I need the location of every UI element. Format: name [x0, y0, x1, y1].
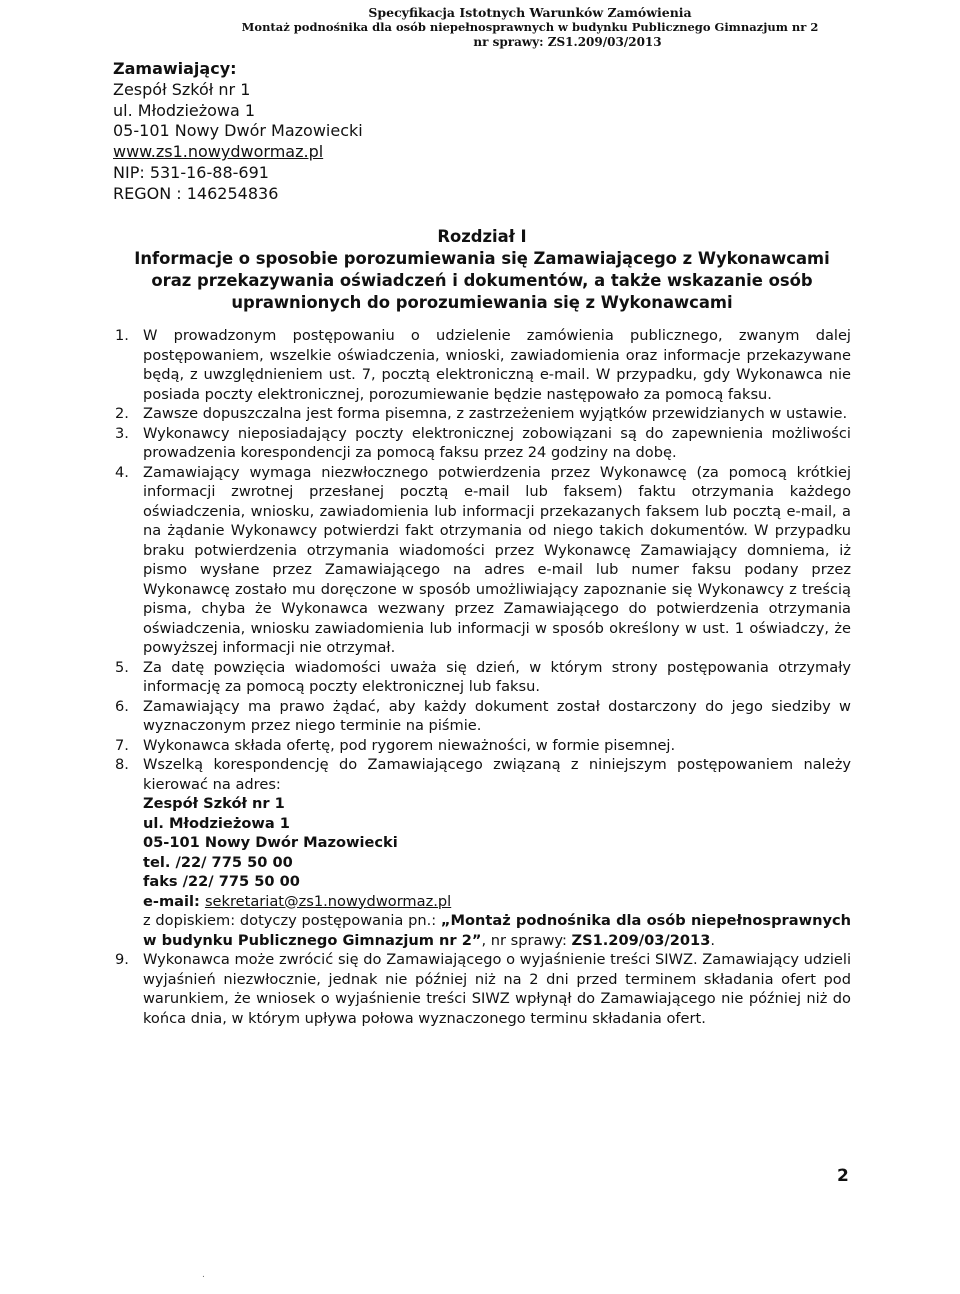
note-mid: , nr sprawy:: [481, 931, 567, 949]
header-line-2: Montaż podnośnika dla osób niepełnosprawnych w budynku Publicznego Gimnazjum nr 2: [241, 20, 819, 34]
correspondence-note: [143, 911, 851, 950]
note-end: .: [710, 931, 715, 949]
list-item: [113, 950, 851, 1028]
item-number: 8.: [115, 756, 129, 773]
email-label: e-mail:: [143, 892, 200, 910]
list-item: [113, 697, 851, 736]
note-procurement-title: „Montaż podnośnika dla osób niepełnosprawnych w budynku Publicznego Gimnazjum nr 2”: [143, 912, 852, 949]
authority-regon: REGON : 146254836: [113, 183, 279, 203]
chapter-number: Rozdział I: [437, 227, 527, 246]
correspondence-street: ul. Młodzieżowa 1: [143, 814, 290, 832]
contracting-authority-block: [113, 59, 363, 205]
item-number: 2.: [115, 405, 129, 422]
chapter-heading-block: [113, 226, 851, 314]
chapter-title: Informacje o sposobie porozumiewania się Zamawiającego z Wykonawcami oraz przekazywania oświadczeń i dokumentów, a także wskazanie osób uprawnionych do porozumiewania się z Wykonawcami: [134, 249, 830, 312]
item-text: Zamawiający wymaga niezwłocznego potwierdzenia przez Wykonawcę (za pomocą krótkiej informacji zwrotnej przesłanej pocztą e-mail lub faksem) faktu otrzymania każdego oświadczenia, wniosku, zawiadomienia lub informacji przekazanych faksem lub pocztą e-mail, a na żądanie Wykonawcy potwierdzi fakt otrzymania od niego takich dokumentów. W przypadku braku potwierdzenia otrzymania wiadomości przez Wykonawcę Zamawiający domniema, iż pismo wysłane przez Zamawiającego na adres e-mail lub numer faksu podany przez Wykonawcę zostało mu doręczone w sposób umożliwiający zapoznanie się Wykonawcy z treścią pisma, chyba że Wykonawca wezwany przez Zamawiającego do potwierdzenia otrzymania oświadczenia, wniosku zawiadomienia lub informacji w sposób określony w ust. 1 oświadczy, że powyższej informacji nie otrzymał.: [143, 463, 851, 656]
list-item: [113, 463, 851, 658]
correspondence-fax: faks /22/ 775 50 00: [143, 873, 300, 890]
list-item: [113, 658, 851, 697]
note-prefix: z dopiskiem: dotyczy postępowania pn.:: [143, 912, 437, 929]
correspondence-phone: tel. /22/ 775 50 00: [143, 853, 293, 871]
page-number: 2: [837, 1166, 849, 1186]
item-text: Wykonawca może zwrócić się do Zamawiającego o wyjaśnienie treści SIWZ. Zamawiający udzieli wyjaśnień niezwłocznie, jednak nie później niż na 2 dni przed terminem składania ofert pod warunkiem, że wniosek o wyjaśnienie treści SIWZ wpłynął do Zamawiającego nie później niż do końca dnia, w którym upływa połowa wyznaczonego terminu składania ofert.: [143, 951, 851, 1027]
item-text: Wszelką korespondencję do Zamawiającego związaną z niniejszym postępowaniem należy kierować na adres:: [143, 756, 851, 793]
authority-nip: NIP: 531-16-88-691: [113, 162, 269, 182]
item-text: W prowadzonym postępowaniu o udzielenie zamówienia publicznego, zwanym dalej postępowaniem, wszelkie oświadczenia, wnioski, zawiadomienia oraz informacje przekazywane będą, z uwzględnieniem ust. 7, pocztą elektroniczną e-mail. W przypadku, gdy Wykonawca nie posiada poczty elektronicznej, porozumiewanie będzie następowało za pomocą faksu.: [143, 327, 851, 403]
header-line-1: Specyfikacja Istotnych Warunków Zamówienia: [368, 5, 692, 20]
correspondence-email-row: [143, 892, 851, 912]
authority-name: Zespół Szkół nr 1: [113, 79, 251, 99]
item-number: 5.: [115, 658, 129, 676]
correspondence-city: 05-101 Nowy Dwór Mazowiecki: [143, 834, 398, 851]
item-text: Za datę powzięcia wiadomości uważa się dzień, w którym strony postępowania otrzymały informację za pomocą poczty elektronicznej lub faksu.: [143, 658, 851, 695]
list-item: [113, 404, 851, 424]
item-number: 3.: [115, 424, 129, 442]
item-number: 7.: [115, 736, 129, 754]
list-item: [113, 424, 851, 463]
item-number: 9.: [115, 951, 129, 968]
note-case-number: ZS1.209/03/2013: [571, 931, 711, 949]
contracting-authority-label: Zamawiający:: [113, 59, 237, 78]
list-item-correspondence: [113, 755, 851, 950]
item-text: Wykonawca składa ofertę, pod rygorem nieważności, w formie pisemnej.: [143, 736, 676, 754]
header-line-3: nr sprawy: ZS1.209/03/2013: [473, 35, 662, 49]
authority-city: 05-101 Nowy Dwór Mazowiecki: [113, 121, 363, 141]
authority-website-link[interactable]: www.zs1.nowydwormaz.pl: [113, 142, 324, 162]
item-text: Zamawiający ma prawo żądać, aby każdy dokument został dostarczony do jego siedziby w wyznaczonym przez niego terminie na piśmie.: [143, 697, 851, 734]
item-number: 1.: [115, 327, 129, 344]
correspondence-name: Zespół Szkół nr 1: [143, 795, 285, 812]
item-number: 6.: [115, 697, 129, 715]
running-header: [180, 5, 880, 50]
authority-street: ul. Młodzieżowa 1: [113, 100, 256, 120]
item-number: 4.: [115, 463, 129, 481]
provisions-list: [113, 326, 851, 1028]
item-text: Zawsze dopuszczalna jest forma pisemna, z zastrzeżeniem wyjątków przewidzianych w ustawie.: [143, 405, 848, 422]
list-item: [113, 736, 851, 756]
scan-speck: .: [202, 1270, 205, 1280]
list-item: [113, 326, 851, 404]
item-text: Wykonawcy nieposiadający poczty elektronicznej zobowiązani są do zapewnienia możliwości prowadzenia korespondencji za pomocą faksu przez 24 godziny na dobę.: [143, 424, 851, 461]
email-link[interactable]: sekretariat@zs1.nowydwormaz.pl: [204, 892, 452, 910]
